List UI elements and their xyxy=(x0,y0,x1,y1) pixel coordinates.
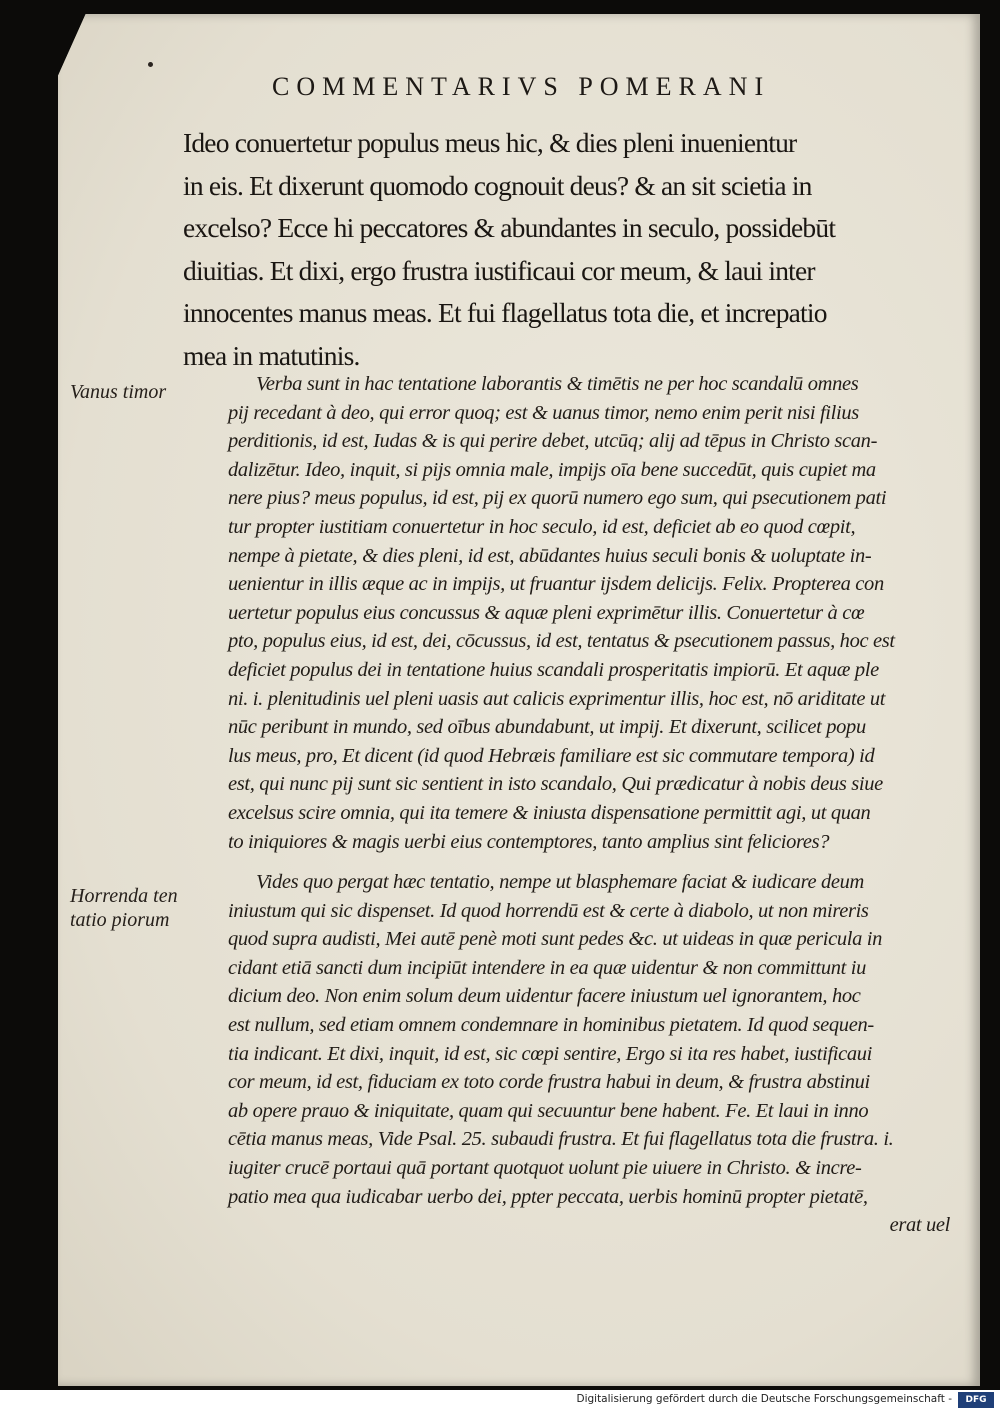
commentary-line: pij recedant à deo, qui error quoq; est & uanus timor, nemo enim perit nisi filius xyxy=(228,401,859,424)
marginal-note-line: Horrenda ten xyxy=(70,885,178,907)
marginal-note xyxy=(70,380,200,404)
commentary-line: lus meus, pro, Et dicent (id quod Hebræis familiare est sic commutare tempora) id xyxy=(228,744,875,767)
commentary-line: dalizētur. Ideo, inquit, si pijs omnia male, impijs oīa bene succedūt, quis cupiet ma xyxy=(228,458,876,481)
commentary-line: ni. i. plenitudinis uel pleni uasis aut calicis exprimentur illis, hoc est, nō ariditate ut xyxy=(228,687,886,710)
marginal-note-line: Vanus timor xyxy=(70,381,167,403)
quote-line: Ideo conuertetur populus meus hic, & dies pleni inuenientur xyxy=(183,127,797,158)
marginal-note-line: tatio piorum xyxy=(70,909,170,931)
commentary-line: dicium deo. Non enim solum deum uidentur facere iniustum uel ignorantem, hoc xyxy=(228,985,861,1008)
commentary-line: nūc peribunt in mundo, sed oībus abundabunt, ut impij. Et dixerunt, scilicet popu xyxy=(228,716,866,739)
commentary-line: to iniquiores & magis uerbi eius contemptores, tanto amplius sint feliciores? xyxy=(228,830,830,853)
quote-line: innocentes manus meas. Et fui flagellatus tota die, et increpatio xyxy=(183,297,827,328)
commentary-line: uertetur populus eius concussus & aquæ pleni exprimētur illis. Conuertetur à cœ xyxy=(228,601,865,624)
quote-line: excelso? Ecce hi peccatores & abundantes in seculo, possidebūt xyxy=(183,212,836,243)
commentary-line: est, qui nunc pij sunt sic sentient in isto scandalo, Qui prædicatur à nobis deus siue xyxy=(228,773,883,796)
footer-bar xyxy=(0,1390,1000,1411)
commentary-line: iniustum qui sic dispenset. Id quod horrendū est & certe à diabolo, ut non mireris xyxy=(228,899,869,922)
marginal-note xyxy=(70,884,200,932)
commentary-line: cor meum, id est, fiduciam ex toto corde frustra habui in deum, & frustra abstinui xyxy=(228,1071,870,1094)
commentary-line: patio mea qua iudicabar uerbo dei, ppter peccata, uerbis hominū propter pietatē, xyxy=(228,1185,868,1208)
commentary-line: nempe à pietate, & dies pleni, id est, abūdantes huius seculi bonis & uoluptate in- xyxy=(228,544,872,567)
ink-dot xyxy=(148,62,153,67)
commentary-paragraph xyxy=(228,868,958,1240)
running-head: COMMENTARIVS POMERANI xyxy=(272,72,771,101)
commentary-line: quod supra audisti, Mei autē penè moti sunt pedes &c. ut uideas in quæ pericula in xyxy=(228,928,882,951)
commentary-line: ab opere prauo & iniquitate, quam qui secuuntur bene habent. Fe. Et laui in inno xyxy=(228,1099,869,1122)
commentary-line: cidant etiā sancti dum incipiūt intendere in ea quæ uidentur & non committunt iu xyxy=(228,956,866,979)
commentary-line: tur propter iustitiam conuertetur in hoc seculo, id est, deficiet ab eo quod cœpit, xyxy=(228,515,856,538)
commentary-paragraph xyxy=(228,370,958,856)
commentary-line: Verba sunt in hac tentatione laborantis & timētis ne per hoc scandalū omnes xyxy=(256,373,859,395)
funding-notice: Digitalisierung gefördert durch die Deutsche Forschungsgemeinschaft - xyxy=(576,1393,952,1405)
commentary-line: cētia manus meas, Vide Psal. 25. subaudi frustra. Et fui flagellatus tota die frustra. i. xyxy=(228,1128,894,1151)
commentary-line: Vides quo pergat hæc tentatio, nempe ut blasphemare faciat & iudicare deum xyxy=(256,871,864,893)
commentary-line: nere pius? meus populus, id est, pij ex quorū numero ego sum, qui psecutionem pati xyxy=(228,487,887,510)
commentary-line: deficiet populus dei in tentatione huius scandali prosperitatis impiorū. Et aquæ ple xyxy=(228,658,879,681)
quote-line: in eis. Et dixerunt quomodo cognouit deus? & an sit scietia in xyxy=(183,169,812,201)
quote-line: mea in matutinis. xyxy=(183,339,360,371)
commentary-line: uenientur in illis æque ac in impijs, ut fruantur ijsdem delicijs. Felix. Propterea con xyxy=(228,573,884,596)
commentary-line: iugiter crucē portaui quā portant quotquot uolunt pie uiuere in Christo. & incre- xyxy=(228,1156,862,1179)
commentary-line: est nullum, sed etiam omnem condemnare in hominibus pietatem. Id quod sequen- xyxy=(228,1013,874,1036)
dfg-logo: DFG xyxy=(958,1392,994,1408)
quote-line: diuitias. Et dixi, ergo frustra iustificaui cor meum, & laui inter xyxy=(183,254,815,286)
commentary-line: pto, populus eius, id est, dei, cōcussus, id est, tentatus & psecutionem passus, hoc est xyxy=(228,630,895,653)
commentary-line: perditionis, id est, Iudas & is qui perire debet, utcūq; alij ad tēpus in Christo scan- xyxy=(228,430,878,453)
catchword: erat uel xyxy=(889,1214,950,1237)
commentary-line: tia indicant. Et dixi, inquit, id est, sic cœpi sentire, Ergo si ita res habet, iustificaui xyxy=(228,1042,873,1065)
commentary-line: excelsus scire omnia, qui ita temere & iniusta dispensatione permittit agi, ut quan xyxy=(228,801,871,824)
psalm-quote xyxy=(183,122,943,377)
